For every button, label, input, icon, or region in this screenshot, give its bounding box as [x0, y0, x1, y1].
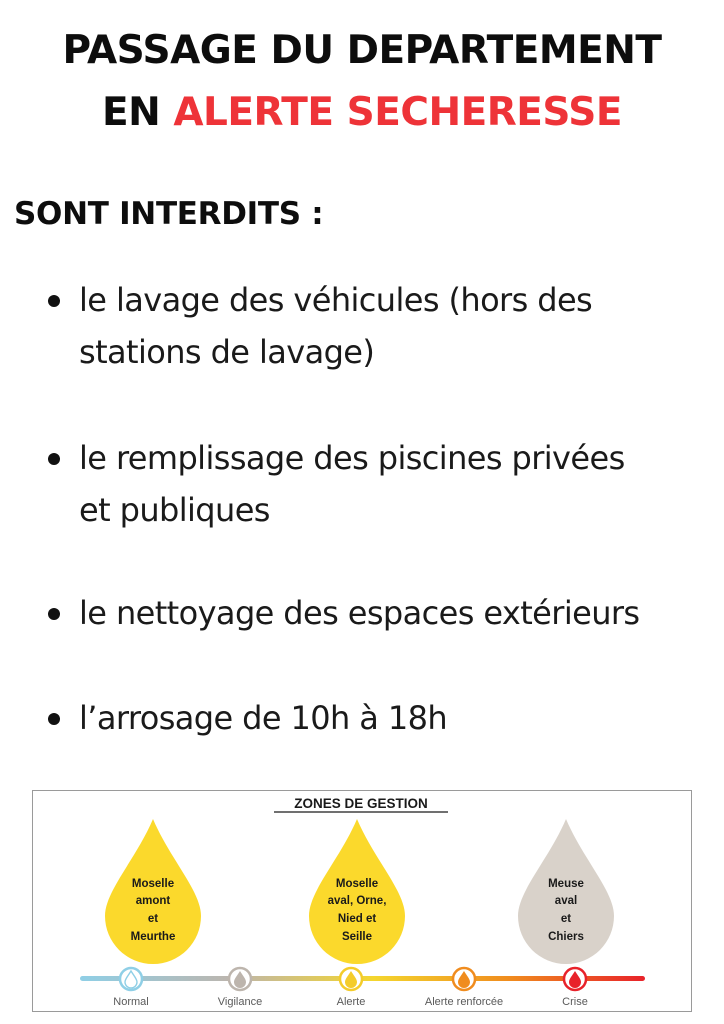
prohibitions-heading: SONT INTERDITS : — [14, 196, 324, 232]
scale-label: Vigilance — [217, 996, 263, 1008]
scale-label: Alerte — [336, 996, 366, 1008]
drop-label-line: Chiers — [548, 931, 584, 943]
scale-label: Alerte renforcée — [424, 996, 504, 1008]
drop-label-line: Moselle — [131, 878, 175, 890]
page-title-line-1 — [0, 26, 724, 76]
bullet-icon — [48, 608, 60, 620]
drop-label-line: Nied et — [337, 913, 377, 925]
list-item-line-1: l’arrosage de 10h à 18h — [79, 699, 448, 737]
alert-highlight: ALERTE SECHERESSE — [173, 90, 622, 135]
title-text-1: PASSAGE DU DEPARTEMENT — [62, 28, 662, 73]
drop-label-line: aval, Orne, — [327, 895, 387, 907]
page-title-line-2 — [0, 88, 724, 138]
scale-marker-crise — [562, 968, 588, 1008]
scale-label: Normal — [113, 996, 149, 1008]
drop-label-line: et — [147, 913, 159, 925]
list-item-text — [79, 432, 719, 536]
list-item-line-1: le nettoyage des espaces extérieurs — [79, 594, 640, 632]
drop-label-line: et — [560, 913, 572, 925]
scale-marker-alerte-renforcee — [425, 968, 503, 1008]
title-prefix: EN — [101, 90, 174, 135]
scale-marker-vigilance — [218, 968, 262, 1008]
drop-label-line: Seille — [341, 931, 373, 943]
list-item-text — [79, 692, 719, 744]
list-item-line-1: le lavage des véhicules (hors des — [79, 281, 593, 319]
list-item-line-1: le remplissage des piscines privées — [79, 439, 625, 477]
bullet-icon — [48, 713, 60, 725]
list-item-line-2: et publiques — [79, 491, 270, 529]
drop-zone-meuse-aval — [518, 819, 614, 964]
drop-label-line: Moselle — [335, 878, 379, 890]
zones-title: ZONES DE GESTION — [294, 796, 428, 811]
bullet-icon — [48, 295, 60, 307]
list-item-line-2: stations de lavage) — [79, 333, 375, 371]
list-item-text — [79, 274, 719, 378]
drop-label-line: Meurthe — [130, 931, 176, 943]
scale-label: Crise — [562, 996, 588, 1008]
drop-label-line: amont — [135, 895, 171, 907]
bullet-icon — [48, 453, 60, 465]
scale-marker-normal — [113, 968, 148, 1008]
drop-label-line: aval — [554, 895, 578, 907]
list-item-text — [79, 587, 719, 639]
drop-zone-moselle-amont — [105, 819, 201, 964]
scale-marker-alerte — [337, 968, 366, 1008]
drop-zone-moselle-aval — [309, 819, 405, 964]
management-zones-panel — [32, 790, 692, 1012]
drop-label-line: Meuse — [548, 878, 584, 890]
